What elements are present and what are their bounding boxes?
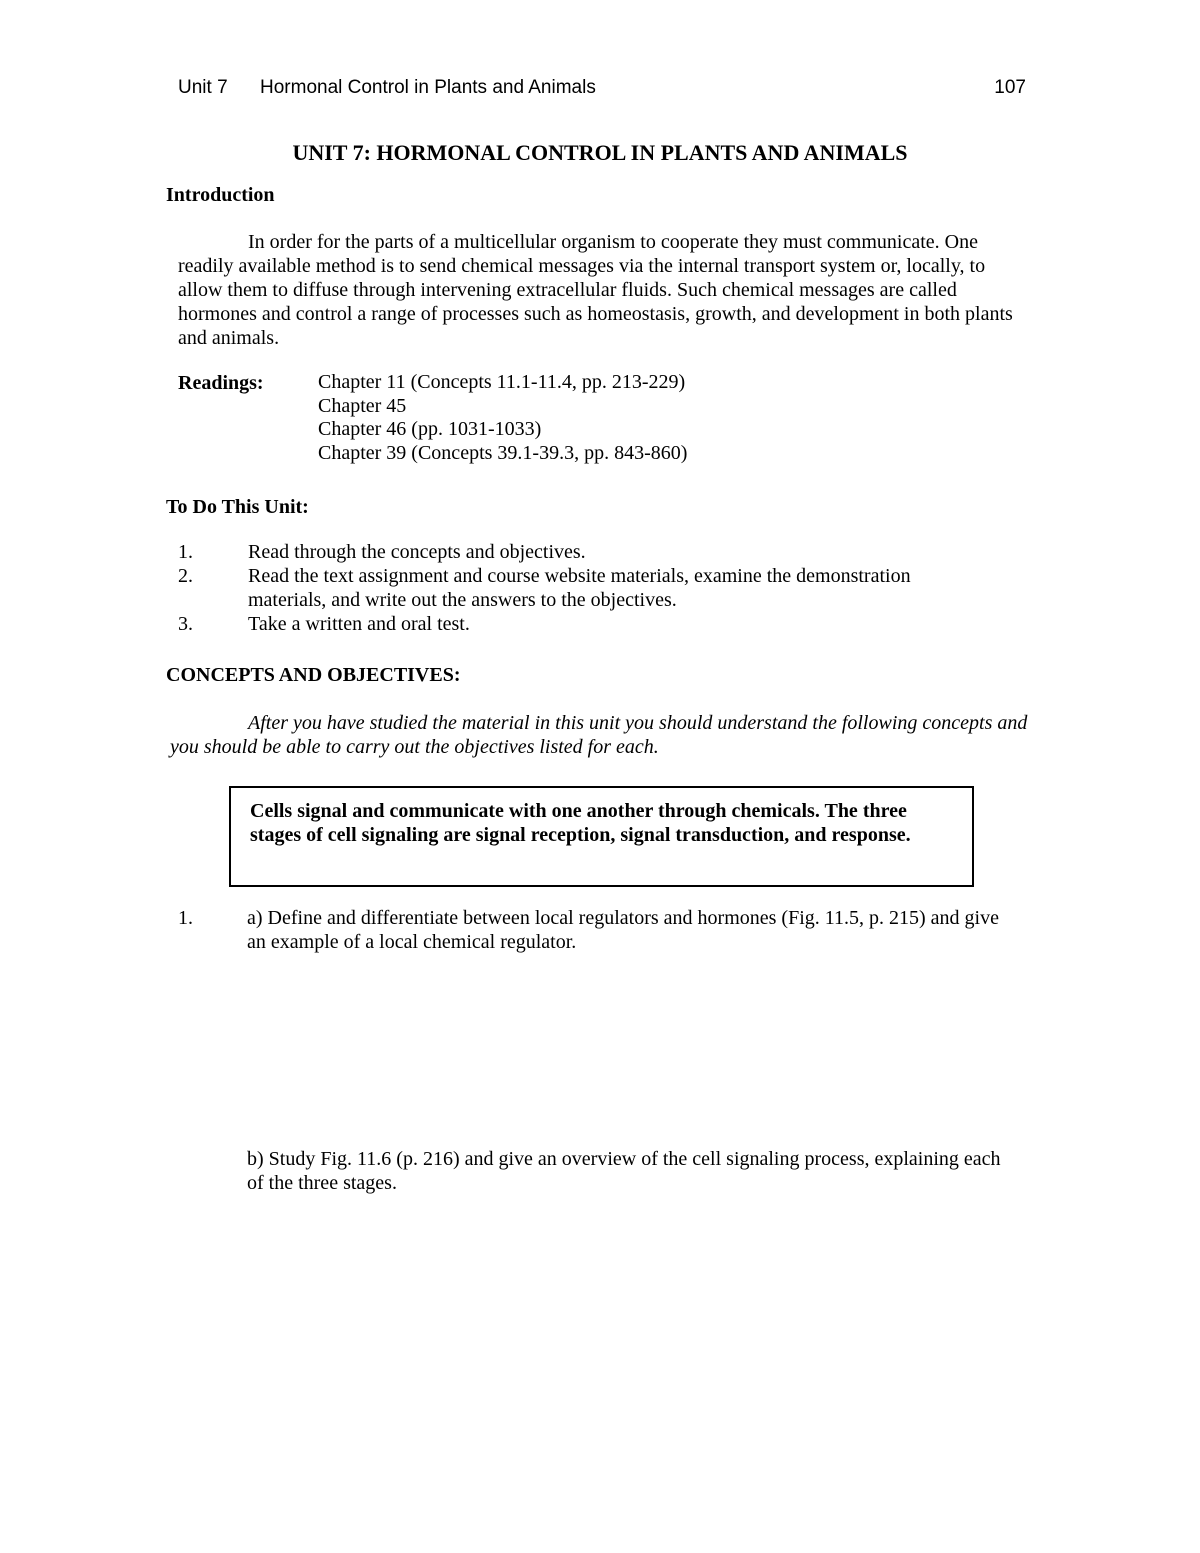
introduction-paragraph — [178, 230, 1028, 350]
todo-item-number: 1. — [178, 541, 193, 563]
introduction-text: In order for the parts of a multicellular organism to cooperate they must communicate. One readily available method is to send chemical messages via the internal transport system or, locally, to allow them to diffuse through intervening extracellular fluids. Such chemical messages are called hormones and control a range of processes such as homeostasis, growth, and development in both plants and animals. — [178, 231, 1013, 349]
reading-item: Chapter 45 — [318, 394, 407, 417]
reading-item: Chapter 11 (Concepts 11.1-11.4, pp. 213-229) — [318, 371, 686, 393]
concepts-heading: CONCEPTS AND OBJECTIVES: — [166, 664, 461, 686]
introduction-heading: Introduction — [166, 184, 275, 206]
objectives-intro-text: After you have studied the material in this unit you should understand the following concepts and you should be able to carry out the objectives listed for each. — [170, 712, 1028, 758]
objective-number: 1. — [178, 907, 193, 929]
todo-item-text: Read through the concepts and objectives. — [248, 541, 586, 563]
concept-box: Cells signal and communicate with one another through chemicals. The three stages of cell signaling are signal reception, signal transduction, and response. — [229, 786, 974, 887]
todo-item-number: 3. — [178, 613, 193, 635]
todo-heading: To Do This Unit: — [166, 496, 309, 518]
objectives-intro — [170, 711, 1030, 759]
header-title: Hormonal Control in Plants and Animals — [260, 77, 596, 98]
page-title: UNIT 7: HORMONAL CONTROL IN PLANTS AND ANIMALS — [292, 140, 908, 165]
header-unit: Unit 7 — [178, 77, 228, 98]
page-number: 107 — [994, 77, 1026, 98]
reading-item: Chapter 46 (pp. 1031-1033) — [318, 418, 542, 440]
objective-part-a: a) Define and differentiate between local regulators and hormones (Fig. 11.5, p. 215) and give an example of a local chemical regulator. — [247, 907, 999, 953]
objective-part-b: b) Study Fig. 11.6 (p. 216) and give an overview of the cell signaling process, explaining each of the three stages. — [247, 1148, 1001, 1194]
todo-item — [178, 612, 1028, 636]
readings-list — [318, 371, 687, 465]
todo-item-text: Read the text assignment and course website materials, examine the demonstration materials, and write out the answers to the objectives. — [248, 565, 911, 611]
reading-item: Chapter 39 (Concepts 39.1-39.3, pp. 843-860) — [318, 441, 688, 464]
todo-item — [178, 564, 948, 612]
running-header — [178, 76, 1026, 100]
todo-list — [178, 540, 1028, 636]
todo-item — [178, 540, 1028, 564]
todo-item-number: 2. — [178, 565, 193, 587]
todo-item-text: Take a written and oral test. — [248, 613, 470, 635]
readings-label: Readings: — [178, 372, 264, 394]
